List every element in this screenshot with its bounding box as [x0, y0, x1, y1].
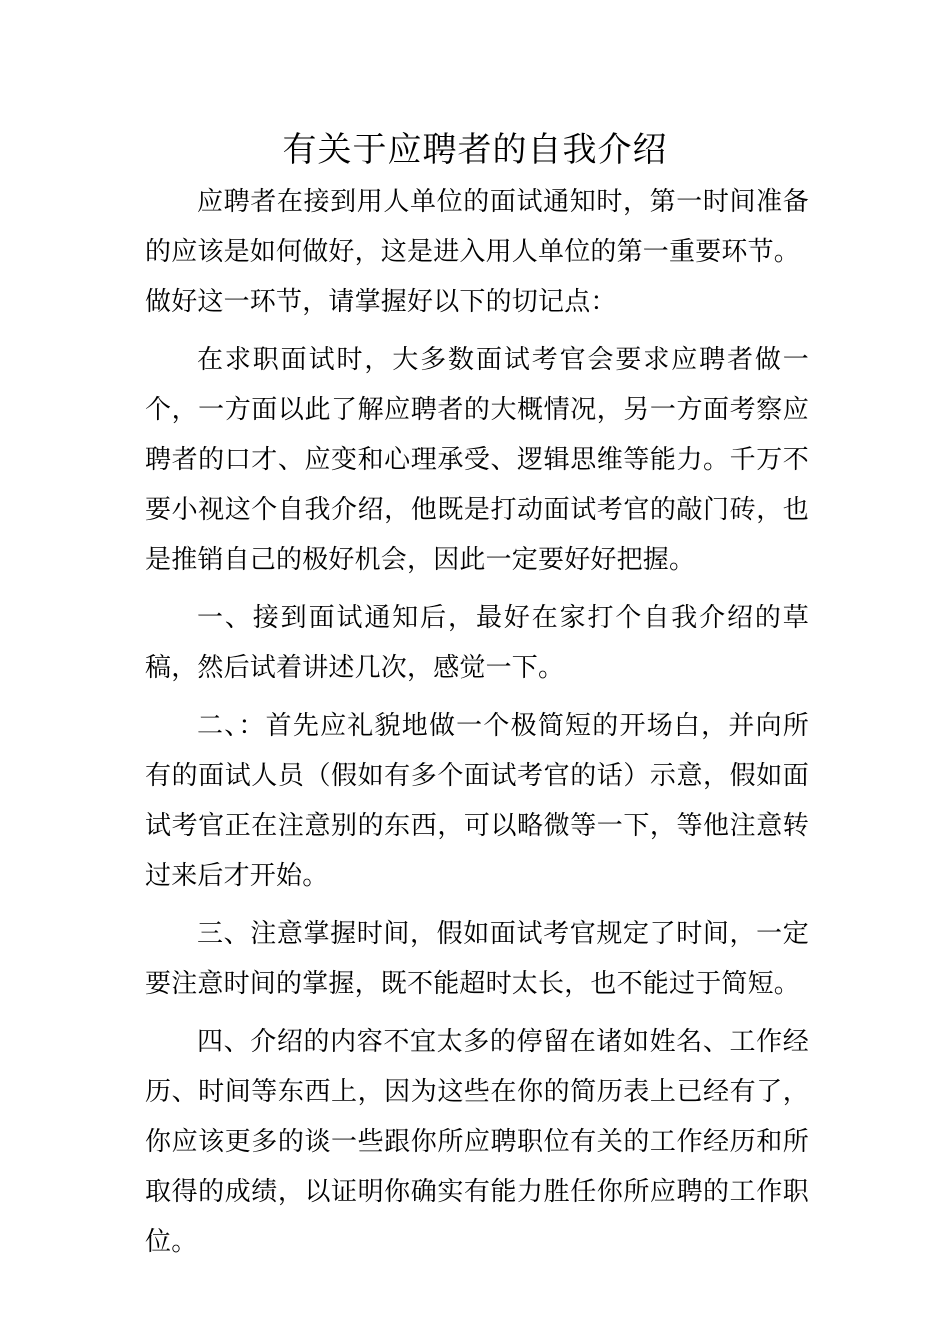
paragraph-point-4: 四、介绍的内容不宜太多的停留在诸如姓名、工作经历、时间等东西上，因为这些在你的简历表上已经有了，你应该更多的谈一些跟你所应聘职位有关的工作经历和所取得的成绩，以证明你确实有能力胜任你所应聘的工作职位。 — [145, 1027, 809, 1257]
paragraph-intro: 应聘者在接到用人单位的面试通知时，第一时间准备的应该是如何做好，这是进入用人单位的第一重要环节。 — [145, 187, 809, 267]
document-body — [145, 177, 809, 1275]
document-title: 有关于应聘者的自我介绍 — [282, 130, 668, 170]
paragraph-point-2: 二、：首先应礼貌地做一个极简短的开场白，并向所有的面试人员（假如有多个面试考官的话）示意，假如面试考官正在注意别的东西，可以略微等一下，等他注意转过来后才开始。 — [145, 711, 809, 891]
paragraph-point-3: 三、注意掌握时间，假如面试考官规定了时间，一定要注意时间的掌握，既不能超时太长，也不能过于简短。 — [145, 919, 809, 999]
paragraph-overview: 在求职面试时，大多数面试考官会要求应聘者做一个，一方面以此了解应聘者的大概情况，另一方面考察应聘者的口才、应变和心理承受、逻辑思维等能力。千万不要小视这个自我介绍，他既是打动面试考官的敲门砖，也是推销自己的极好机会，因此一定要好好把握。 — [145, 345, 809, 575]
paragraph-point-1: 一、接到面试通知后，最好在家打个自我介绍的草稿，然后试着讲述几次，感觉一下。 — [145, 603, 809, 683]
paragraph-intro-continued: 做好这一环节，请掌握好以下的切记点： — [145, 287, 617, 317]
